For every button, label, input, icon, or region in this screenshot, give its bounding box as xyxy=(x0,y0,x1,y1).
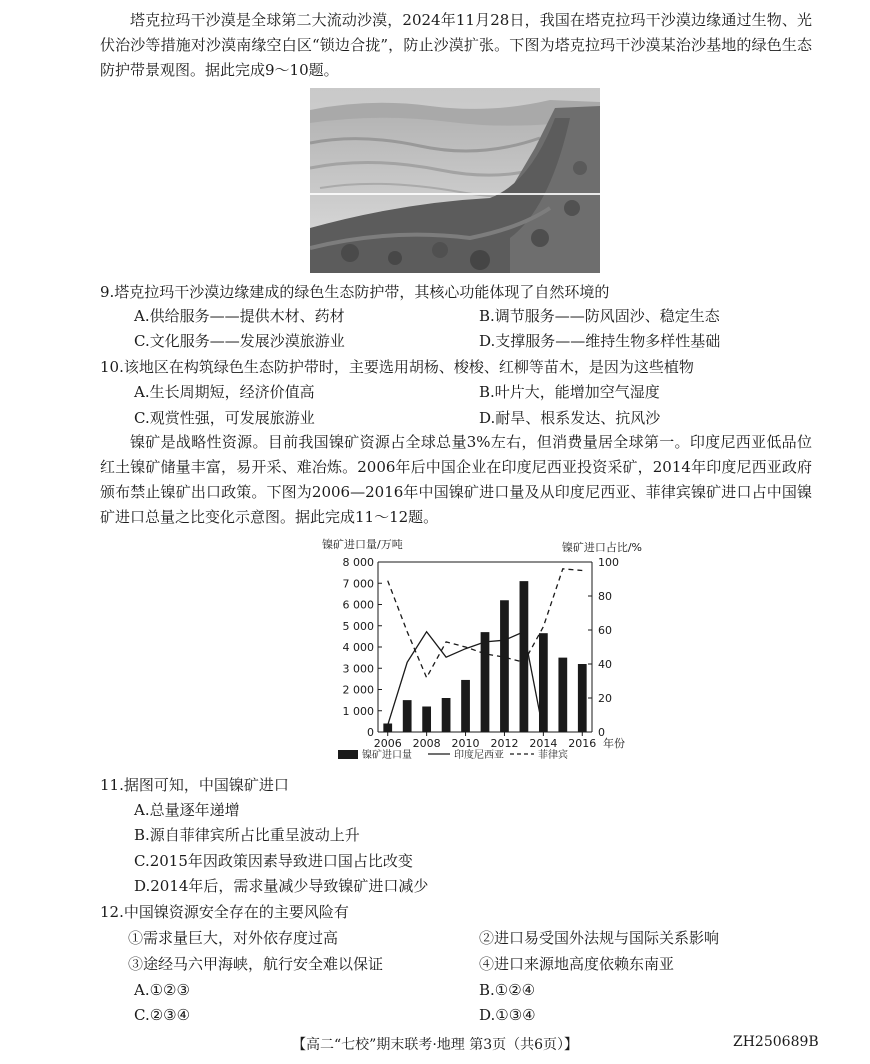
question-11-option-a: A.总量逐年递增 xyxy=(134,801,240,819)
question-12-statement-1: ①需求量巨大，对外依存度过高 xyxy=(128,929,339,947)
question-12-statement-3: ③途经马六甲海峡，航行安全难以保证 xyxy=(128,955,384,973)
question-9-option-d: D.支撑服务——维持生物多样性基础 xyxy=(479,332,721,350)
question-10-option-c: C.观赏性强，可发展旅游业 xyxy=(134,409,315,427)
y-right-tick-label: 80 xyxy=(598,590,612,603)
question-12-option-a: A.①②③ xyxy=(134,981,190,999)
x-tick-label: 2006 xyxy=(373,737,402,750)
y-right-tick-label: 0 xyxy=(598,726,605,739)
question-9-stem: 9.塔克拉玛干沙漠边缘建成的绿色生态防护带，其核心功能体现了自然环境的 xyxy=(100,283,610,301)
x-tick-label: 2014 xyxy=(529,737,558,750)
bar-import-volume xyxy=(461,680,470,732)
y-right-tick-label: 100 xyxy=(598,556,619,569)
page-footer-info: 【高二“七校”期末联考·地理 第3页（共6页）】 xyxy=(292,1037,579,1053)
y-right-tick-label: 60 xyxy=(598,624,612,637)
x-tick-label: 2010 xyxy=(451,737,480,750)
bar-import-volume xyxy=(520,581,529,732)
bar-import-volume xyxy=(500,600,509,732)
intro-paragraph-nickel: 镍矿是战略性资源。目前我国镍矿资源占全球总量3%左右，但消费量居全球第一。印度尼西亚低品位红土镍矿储量丰富，易开采、难冶炼。2006年后中国企业在印度尼西亚投资采矿，2014年印度尼西亚政府颁布禁止镍矿出口政策。下图为2006—2016年中国镍矿进口量及从印度尼西亚、菲律宾镍矿进口占中国镍矿进口总量之比变化示意图。据此完成11～12题。 xyxy=(100,433,812,526)
x-axis-label: 年份 xyxy=(603,737,625,750)
x-tick-label: 2008 xyxy=(412,737,441,750)
question-12-statement-4: ④进口来源地高度依赖东南亚 xyxy=(479,955,675,973)
question-11-option-d: D.2014年后，需求量减少导致镍矿进口减少 xyxy=(134,877,429,895)
legend-label-import-volume: 镍矿进口量 xyxy=(362,750,412,761)
question-10-option-d: D.耐旱、根系发达、抗风沙 xyxy=(479,409,661,427)
bar-import-volume xyxy=(422,707,431,733)
bar-import-volume xyxy=(578,664,587,732)
bar-import-volume xyxy=(481,632,490,732)
question-12-stem: 12.中国镍资源安全存在的主要风险有 xyxy=(100,903,349,921)
question-12-option-c: C.②③④ xyxy=(134,1006,191,1024)
nickel-chart-svg xyxy=(320,532,650,772)
y-left-tick-label: 3 000 xyxy=(342,662,374,676)
page-footer-code: ZH250689B xyxy=(733,1034,819,1050)
legend-label-philippines: 菲律宾 xyxy=(538,750,568,761)
legend-swatch-bar xyxy=(338,750,358,759)
y-left-tick-label: 7 000 xyxy=(342,577,374,591)
question-10-stem: 10.该地区在构筑绿色生态防护带时，主要选用胡杨、梭梭、红柳等苗木，是因为这些植物 xyxy=(100,358,694,376)
question-9-option-b: B.调节服务——防风固沙、稳定生态 xyxy=(479,307,720,325)
y-right-tick-label: 40 xyxy=(598,658,612,671)
y-left-tick-label: 8 000 xyxy=(342,556,374,569)
y-right-tick-label: 20 xyxy=(598,692,612,705)
intro-paragraph-desert: 塔克拉玛干沙漠是全球第二大流动沙漠，2024年11月28日，我国在塔克拉玛干沙漠边缘通过生物、光伏治沙等措施对沙漠南缘空白区“锁边合拢”，防止沙漠扩张。下图为塔克拉玛干沙漠某治沙基地的绿色生态防护带景观图。据此完成9～10题。 xyxy=(100,11,812,79)
question-10-option-a: A.生长周期短，经济价值高 xyxy=(134,383,315,401)
photo-illustration xyxy=(310,88,600,273)
y-left-tick-label: 2 000 xyxy=(342,683,374,697)
y-left-tick-label: 5 000 xyxy=(342,619,374,633)
legend-label-indonesia: 印度尼西亚 xyxy=(454,750,504,761)
y-left-tick-label: 0 xyxy=(367,726,374,739)
question-11-option-c: C.2015年因政策因素导致进口国占比改变 xyxy=(134,852,413,870)
question-12-option-d: D.①③④ xyxy=(479,1006,536,1024)
question-12-statement-2: ②进口易受国外法规与国际关系影响 xyxy=(479,929,720,947)
bar-import-volume xyxy=(403,700,412,732)
question-11-stem: 11.据图可知，中国镍矿进口 xyxy=(100,776,289,794)
question-10-option-b: B.叶片大，能增加空气湿度 xyxy=(479,383,660,401)
nickel-import-chart xyxy=(320,532,650,772)
question-9-option-a: A.供给服务——提供木材、药材 xyxy=(134,307,345,325)
y-left-tick-label: 1 000 xyxy=(342,704,374,718)
y-axis-left-label: 镍矿进口量/万吨 xyxy=(322,538,403,551)
bar-import-volume xyxy=(442,698,451,732)
y-left-tick-label: 4 000 xyxy=(342,641,374,654)
question-11-option-b: B.源自菲律宾所占比重呈波动上升 xyxy=(134,826,360,844)
bar-import-volume xyxy=(558,658,567,732)
question-12-option-b: B.①②④ xyxy=(479,981,536,999)
y-axis-right-label: 镍矿进口占比/% xyxy=(561,541,642,554)
x-tick-label: 2016 xyxy=(568,737,597,750)
desert-shelterbelt-photo xyxy=(310,88,600,273)
question-9-option-c: C.文化服务——发展沙漠旅游业 xyxy=(134,332,345,350)
y-left-tick-label: 6 000 xyxy=(342,598,374,612)
x-tick-label: 2012 xyxy=(490,737,519,750)
